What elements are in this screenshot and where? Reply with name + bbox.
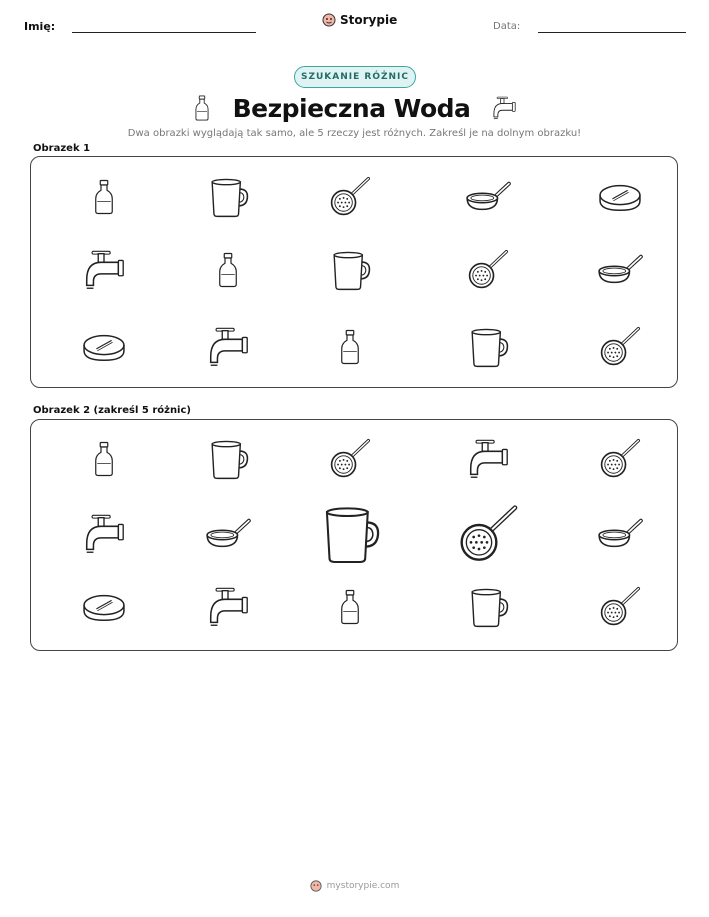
mug-icon bbox=[328, 248, 372, 292]
bottle-icon bbox=[89, 173, 119, 221]
brand-name: Storypie bbox=[340, 13, 398, 27]
faucet-icon[interactable] bbox=[80, 510, 128, 558]
strainer-icon[interactable] bbox=[327, 436, 373, 482]
faucet-icon[interactable] bbox=[464, 435, 512, 483]
storypie-mascot-icon bbox=[322, 13, 336, 27]
strainer-icon bbox=[465, 247, 511, 293]
pill-icon[interactable] bbox=[80, 588, 128, 626]
bottle-icon bbox=[335, 323, 365, 371]
bottle-icon bbox=[191, 93, 213, 123]
picture2-label: Obrazek 2 (zakreśl 5 różnic) bbox=[33, 405, 191, 416]
strainer-icon[interactable] bbox=[597, 436, 643, 482]
strainer-icon bbox=[597, 324, 643, 370]
pan-icon[interactable] bbox=[204, 515, 252, 553]
bottle-icon[interactable] bbox=[89, 435, 119, 483]
pill-icon bbox=[80, 328, 128, 366]
strainer-icon[interactable] bbox=[597, 584, 643, 630]
strainer-icon[interactable] bbox=[455, 501, 522, 568]
pan-icon[interactable] bbox=[596, 515, 644, 553]
footer bbox=[0, 880, 709, 892]
storypie-mascot-icon bbox=[310, 880, 322, 892]
date-field-line[interactable] bbox=[538, 32, 686, 33]
title-row bbox=[0, 88, 709, 128]
mug-icon bbox=[466, 325, 510, 369]
instructions: Dwa obrazki wyglądają tak samo, ale 5 rzeczy jest różnych. Zakreśl je na dolnym obrazku! bbox=[127, 128, 582, 139]
name-field-line[interactable] bbox=[72, 32, 256, 33]
brand-logo bbox=[322, 13, 397, 27]
faucet-icon bbox=[490, 94, 518, 122]
name-label: Imię: bbox=[24, 20, 56, 33]
faucet-icon[interactable] bbox=[204, 583, 252, 631]
pan-icon bbox=[464, 178, 512, 216]
bottle-icon bbox=[213, 246, 243, 294]
footer-url: mystorypie.com bbox=[326, 881, 400, 891]
mug-icon[interactable] bbox=[318, 502, 382, 566]
faucet-icon bbox=[80, 246, 128, 294]
bottle-icon[interactable] bbox=[335, 583, 365, 631]
category-badge: SZUKANIE RÓŻNIC bbox=[294, 66, 416, 88]
date-label: Data: bbox=[493, 21, 521, 32]
mug-icon[interactable] bbox=[206, 437, 250, 481]
faucet-icon bbox=[204, 323, 252, 371]
strainer-icon bbox=[327, 174, 373, 220]
pill-icon bbox=[596, 178, 644, 216]
picture1-label: Obrazek 1 bbox=[33, 143, 91, 154]
pan-icon bbox=[596, 251, 644, 289]
mug-icon bbox=[206, 175, 250, 219]
mug-icon[interactable] bbox=[466, 585, 510, 629]
page-title: Bezpieczna Woda bbox=[232, 93, 471, 123]
